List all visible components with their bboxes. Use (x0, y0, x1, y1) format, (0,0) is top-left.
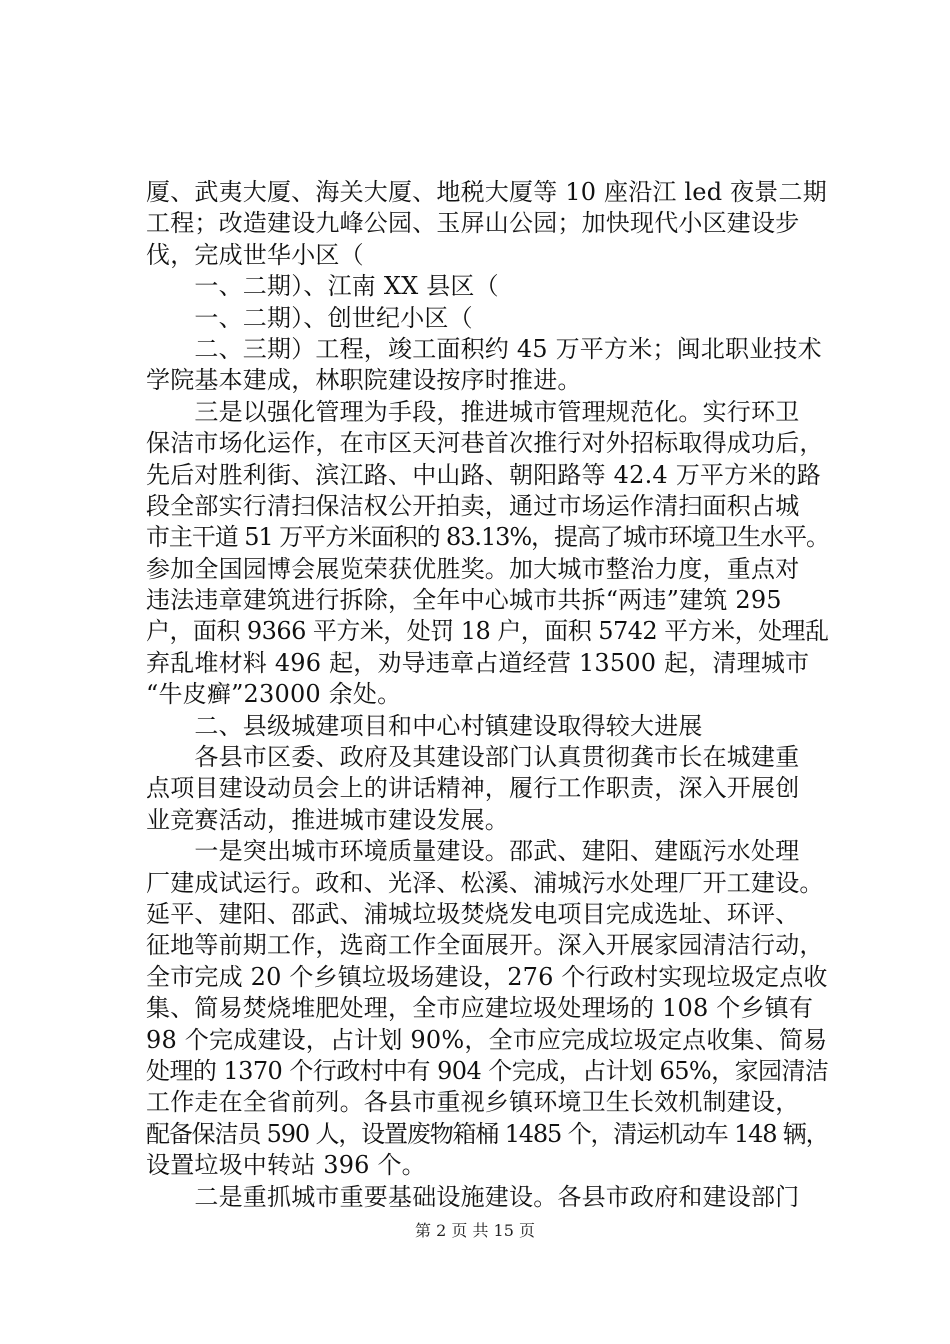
text-line: 段全部实行清扫保洁权公开拍卖，通过市场运作清扫面积占城 (146, 491, 800, 520)
text-line: 设置垃圾中转站 396 个。 (146, 1151, 426, 1180)
text-line: 学院基本建成，林职院建设按序时推进。 (146, 366, 582, 395)
text-line: 三是以强化管理为手段，推进城市管理规范化。实行环卫 (146, 397, 800, 426)
text-line: 点项目建设动员会上的讲话精神，履行工作职责，深入开展创 (146, 774, 800, 803)
text-line: 配备保洁员 590 人，设置废物箱桶 1485 个，清运机动车 148 辆， (146, 1119, 829, 1148)
text-line: 一、二期）、江南 XX 县区（ (146, 272, 499, 301)
text-line: 98 个完成建设，占计划 90%，全市应完成垃圾定点收集、简易 (146, 1025, 828, 1054)
text-line: “牛皮癣”23000 余处。 (146, 680, 402, 709)
text-line: 二是重抓城市重要基础设施建设。各县市政府和建设部门 (146, 1182, 800, 1211)
text-line: 各县市区委、政府及其建设部门认真贯彻龚市长在城建重 (146, 743, 800, 772)
text-line: 业竞赛活动，推进城市建设发展。 (146, 805, 509, 834)
text-line: 工程；改造建设九峰公园、玉屏山公园；加快现代小区建设步 (146, 209, 800, 238)
text-line: 一是突出城市环境质量建设。邵武、建阳、建瓯污水处理 (146, 837, 800, 866)
page-footer: 第 2 页 共 15 页 (415, 1221, 535, 1240)
text-line: 二、三期）工程，竣工面积约 45 万平方米；闽北职业技术 (146, 334, 822, 363)
text-line: 违法违章建筑进行拆除，全年中心城市共拆“两违”建筑 295 (146, 586, 782, 615)
text-line: 伐，完成世华小区（ (146, 240, 364, 269)
text-line: 厦、武夷大厦、海关大厦、地税大厦等 10 座沿江 led 夜景二期 (146, 178, 827, 206)
text-line: 厂建成试运行。政和、光泽、松溪、浦城污水处理厂开工建设。 (146, 868, 824, 897)
text-line: 弃乱堆材料 496 起，劝导违章占道经营 13500 起，清理城市 (146, 648, 810, 677)
text-line: 延平、建阳、邵武、浦城垃圾焚烧发电项目完成选址、环评、 (146, 899, 800, 928)
text-line: 征地等前期工作，选商工作全面展开。深入开展家园清洁行动， (146, 931, 824, 960)
text-line: 市主干道 51 万平方米面积的 83.13%，提高了城市环境卫生水平。 (146, 523, 829, 552)
text-line: 参加全国园博会展览荣获优胜奖。加大城市整治力度，重点对 (146, 554, 800, 583)
text-line: 二、县级城建项目和中心村镇建设取得较大进展 (146, 711, 703, 740)
text-line: 先后对胜利街、滨江路、中山路、朝阳路等 42.4 万平方米的路 (146, 460, 821, 489)
text-line: 一、二期）、创世纪小区（ (146, 303, 473, 332)
text-line: 集、简易焚烧堆肥处理，全市应建垃圾处理场的 108 个乡镇有 (146, 994, 814, 1023)
text-line: 处理的 1370 个行政村中有 904 个完成，占计划 65%，家园清洁 (146, 1056, 829, 1085)
body-text (146, 177, 836, 1213)
text-line: 全市完成 20 个乡镇垃圾场建设，276 个行政村实现垃圾定点收 (146, 962, 828, 991)
text-line: 保洁市场化运作，在市区天河巷首次推行对外招标取得成功后， (146, 429, 824, 458)
text-line: 户，面积 9366 平方米，处罚 18 户，面积 5742 平方米，处理乱 (146, 617, 829, 646)
text-line: 工作走在全省前列。各县市重视乡镇环境卫生长效机制建设， (146, 1088, 800, 1117)
